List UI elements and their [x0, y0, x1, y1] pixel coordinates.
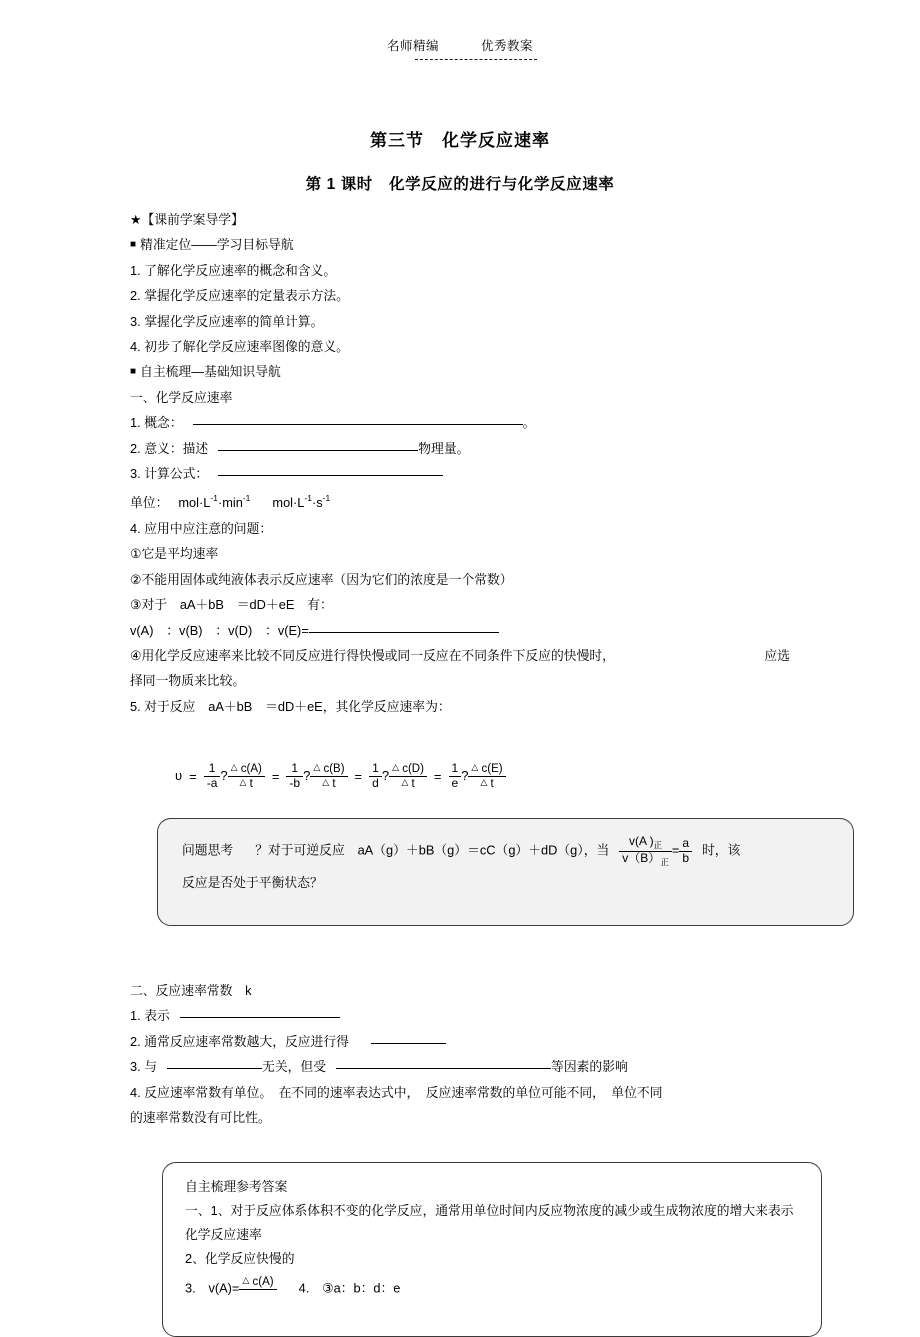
- answer-fraction: [239, 1275, 276, 1303]
- formula-conc-4: [468, 762, 505, 791]
- coefficient-ratio-fraction: [679, 837, 692, 866]
- conc-denominator: [389, 777, 427, 791]
- formula-conc-3: [389, 762, 427, 791]
- unit-a-mid: ·min: [217, 495, 243, 511]
- part-two-item-2-label: 2. 通常反应速率常数越大，反应进行得: [130, 1033, 349, 1049]
- conc-num-text: c(B): [323, 763, 345, 775]
- rate-ratio-denominator: [619, 852, 672, 868]
- header-right-text: 优秀教案: [480, 39, 533, 53]
- ratio-label: v(A) ：v(B) ：v(D) ：v(E)=: [130, 622, 309, 638]
- meaning-blank[interactable]: [218, 450, 418, 451]
- conc-denominator: [468, 777, 505, 791]
- coefficient-ratio-numerator: a: [679, 837, 692, 852]
- conc-num-text: c(A): [240, 763, 262, 775]
- part-two-item-4-second-line: 的速率常数没有可比性。: [130, 1110, 271, 1126]
- part-two-item-3-label-a: 3. 与: [130, 1059, 158, 1075]
- application-label: 4. 应用中应注意的问题：: [130, 520, 273, 536]
- part-two-item-3-row: [130, 1054, 790, 1079]
- ratio-blank[interactable]: [309, 632, 499, 633]
- formula-conc-2: [310, 762, 347, 791]
- formula-coefficient-1: [204, 762, 221, 791]
- conc-denominator: [310, 777, 347, 791]
- formula-equals: =: [354, 769, 363, 785]
- part-two-item-3-blank-a[interactable]: [167, 1068, 262, 1069]
- guide-heading: ★【课前学案导学】: [130, 212, 244, 227]
- calc-formula-label: 3. 计算公式：: [130, 466, 209, 482]
- objective-item: 1. 了解化学反应速率的概念和含义。: [130, 262, 337, 278]
- objective-item: 4. 初步了解化学反应速率图像的意义。: [130, 339, 349, 355]
- review-heading: 自主梳理—基础知识导航: [140, 364, 281, 380]
- calc-formula-blank[interactable]: [218, 475, 443, 476]
- delta-icon: △: [313, 762, 321, 772]
- conc-denominator: [228, 777, 265, 791]
- unit-a-exponent: -1: [210, 493, 218, 504]
- concept-period: 。: [522, 415, 536, 431]
- unit-b-exponent-2: -1: [322, 493, 331, 504]
- unit-row: [130, 486, 790, 515]
- formula-label-row: [130, 461, 790, 486]
- page-header-inner: [387, 36, 533, 57]
- conc-numerator: [468, 762, 505, 777]
- question-second-line: 反应是否处于平衡状态？: [182, 874, 323, 890]
- meaning-suffix: 物理量。: [418, 440, 470, 456]
- conc-den-text: t: [411, 778, 415, 791]
- answer-line-2: 2、化学反应快慢的: [185, 1251, 295, 1266]
- part-two-item-1-blank[interactable]: [180, 1017, 340, 1018]
- delta-icon: △: [480, 777, 488, 788]
- formula-coefficient-4: [449, 762, 462, 791]
- question-text: ？对于可逆反应 aA（g）＋bB（g）＝cC（g）＋dD（g），当: [255, 842, 610, 858]
- rate-ratio-numerator: [619, 835, 672, 852]
- part-two-item-3-label-c: 等因素的影响: [551, 1059, 628, 1075]
- formula-qmark: ?: [461, 768, 469, 784]
- note-item-3: ③对于 aA＋bB ＝dD＋eE 有：: [130, 597, 333, 613]
- coef-numerator: 1: [449, 762, 462, 777]
- header-left-text: 名师精编: [387, 39, 440, 53]
- formula-equals: =: [271, 769, 280, 785]
- answer-frac-denominator: [239, 1290, 276, 1303]
- part-two-item-2-blank[interactable]: [371, 1043, 446, 1044]
- conc-num-text: c(D): [402, 763, 424, 775]
- document-body: [130, 207, 790, 719]
- conc-den-text: t: [249, 778, 253, 791]
- formula-v-symbol: υ: [175, 768, 183, 784]
- rate-den-subscript: 正: [660, 856, 669, 867]
- delta-icon: △: [471, 762, 479, 772]
- part-two-item-3-label-b: 无关，但受: [262, 1059, 327, 1075]
- coef-denominator: d: [372, 776, 379, 791]
- note-item-4-second-line: 择同一物质来比较。: [130, 673, 246, 689]
- rate-ratio-fraction: [619, 835, 672, 868]
- delta-icon: △: [230, 762, 238, 772]
- concept-label: 1. 概念：: [130, 415, 183, 431]
- answer-line-3: [185, 1275, 799, 1303]
- question-callout-box: [157, 818, 854, 926]
- unit-a: mol·L: [178, 495, 211, 511]
- part-two-item-3-blank-b[interactable]: [336, 1068, 551, 1069]
- coef-denominator: -b: [289, 776, 301, 791]
- unit-a-exponent-2: -1: [242, 493, 251, 504]
- meaning-label: 2. 意义：描述: [130, 440, 209, 456]
- concept-blank[interactable]: [193, 424, 523, 425]
- formula-qmark: ?: [381, 768, 390, 784]
- conc-den-text: t: [332, 778, 336, 791]
- note-item-4-first-line: [130, 643, 790, 668]
- part-two-item-1-label: 1. 表示: [130, 1008, 170, 1024]
- formula-coefficient-3: [369, 762, 382, 791]
- coef-denominator: e: [451, 776, 459, 791]
- unit-b-exponent: -1: [304, 493, 312, 504]
- square-bullet-icon: ■: [130, 239, 137, 251]
- note-item-1: ①它是平均速率: [130, 546, 219, 562]
- part-two-item-1-row: [130, 1003, 790, 1028]
- answer-line-1: 一、1、对于反应体系体积不变的化学反应，通常用单位时间内反应物浓度的减少或生成物浓度的增大来表示化学反应速率: [185, 1203, 794, 1242]
- formula-equals: =: [433, 769, 442, 785]
- conc-num-text: c(E): [481, 763, 503, 775]
- answer-line-3-label: 3. v(A)=: [185, 1280, 240, 1296]
- coef-numerator: 1: [204, 762, 221, 777]
- part-two-item-2-row: [130, 1029, 790, 1054]
- formula-conc-1: [228, 762, 265, 791]
- header-dashed-rule: [415, 59, 537, 60]
- question-label: 问题思考: [182, 842, 234, 858]
- delta-icon: △: [392, 762, 399, 772]
- answer-frac-numerator: [239, 1275, 276, 1290]
- part-one-heading: 一、化学反应速率: [130, 389, 233, 405]
- question-first-line: [182, 835, 829, 868]
- conc-numerator: [228, 762, 265, 777]
- delta-icon: △: [242, 1275, 250, 1285]
- rate-num-text: v(A ): [628, 834, 654, 848]
- formula-equals: =: [189, 769, 197, 785]
- answer-callout-box: [162, 1162, 822, 1337]
- objective-item: 3. 掌握化学反应速率的简单计算。: [130, 313, 324, 329]
- objectives-heading-row: [130, 232, 790, 257]
- square-bullet-icon: ■: [130, 366, 137, 378]
- item-five-label: 5. 对于反应 aA＋bB ＝dD＋eE，其化学反应速率为：: [130, 698, 451, 714]
- part-two-heading: 二、反应速率常数 k: [130, 983, 252, 998]
- answer-frac-num-text: c(A): [252, 1276, 274, 1288]
- rate-formula: [175, 762, 795, 791]
- note-item-2: ②不能用固体或纯液体表示反应速率（因为它们的浓度是一个常数）: [130, 571, 513, 587]
- review-heading-row: [130, 359, 790, 384]
- page-title: 第三节 化学反应速率: [370, 131, 550, 150]
- coef-numerator: 1: [369, 762, 382, 777]
- delta-icon: △: [239, 777, 247, 788]
- coefficient-ratio-denominator: b: [682, 850, 689, 865]
- conc-numerator: [389, 762, 427, 777]
- delta-icon: △: [322, 777, 330, 788]
- note-item-4-text: ④用化学反应速率来比较不同反应进行得快慢或同一反应在不同条件下反应的快慢时，: [130, 647, 615, 663]
- page-subtitle: 第 1 课时 化学反应的进行与化学反应速率: [305, 176, 615, 193]
- objectives-heading: 精准定位——学习目标导航: [140, 237, 294, 253]
- question-equals: =: [671, 842, 680, 858]
- unit-label: 单位：: [130, 495, 169, 511]
- coef-denominator: -a: [206, 776, 218, 791]
- conc-numerator: [310, 762, 347, 777]
- answer-title: 自主梳理参考答案: [185, 1179, 288, 1194]
- meaning-row: [130, 436, 790, 461]
- formula-coefficient-2: [286, 762, 303, 791]
- answer-line-4: 4. ③a：b：d：e: [298, 1280, 401, 1296]
- note-item-4-tail: 应选: [764, 647, 790, 663]
- formula-qmark: ?: [303, 768, 311, 784]
- concept-row: [130, 410, 790, 435]
- part-two-body: [130, 978, 790, 1130]
- rate-num-subscript: 正: [653, 840, 663, 850]
- rate-den-text: v（B）: [622, 850, 661, 865]
- ratio-row: [130, 618, 790, 643]
- unit-b: mol·L: [272, 495, 305, 511]
- coef-numerator: 1: [286, 762, 303, 777]
- formula-qmark: ?: [220, 768, 228, 784]
- question-text-tail: 时，该: [702, 842, 741, 858]
- objective-item: 2. 掌握化学反应速率的定量表示方法。: [130, 288, 349, 304]
- delta-icon: △: [401, 777, 409, 788]
- part-two-item-4-first-line: 4. 反应速率常数有单位。 在不同的速率表达式中， 反应速率常数的单位可能不同， 单位不同: [130, 1084, 663, 1100]
- conc-den-text: t: [490, 778, 494, 791]
- unit-b-mid: ·s: [311, 495, 323, 511]
- page-header: [0, 36, 920, 57]
